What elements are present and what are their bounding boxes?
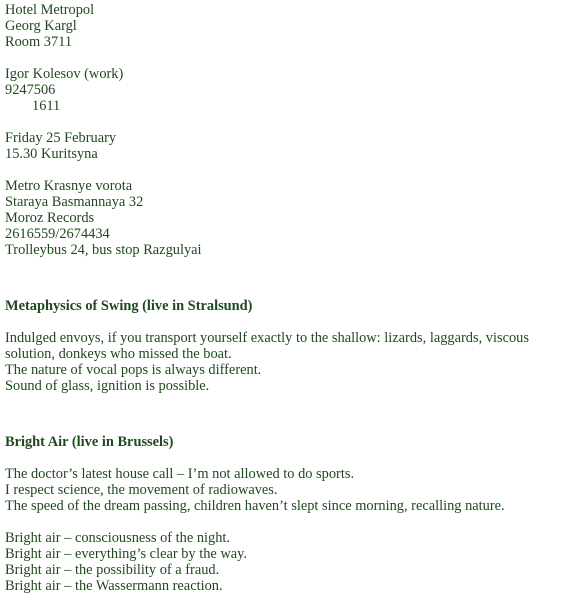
spacer	[5, 450, 560, 466]
meeting-date: Friday 25 February	[5, 130, 117, 146]
spacer	[5, 258, 560, 298]
spacer	[5, 162, 560, 178]
street-address: Staraya Basmannaya 32	[5, 194, 144, 210]
document-page	[5, 2, 560, 594]
room-number: Room 3711	[5, 34, 73, 50]
moroz-block	[5, 178, 560, 258]
refrain-line: Bright air – the Wassermann reaction.	[5, 578, 223, 594]
refrain-line: Bright air – the possibility of a fraud.	[5, 562, 220, 578]
song-line: Sound of glass, ignition is possible.	[5, 378, 210, 394]
company-name: Moroz Records	[5, 210, 95, 226]
transport-info: Trolleybus 24, bus stop Razgulyai	[5, 242, 202, 258]
song-line: The nature of vocal pops is always different.	[5, 362, 262, 378]
meeting-block	[5, 130, 560, 162]
refrain-line: Bright air – consciousness of the night.	[5, 530, 231, 546]
song-line: I respect science, the movement of radiowaves.	[5, 482, 278, 498]
spacer	[5, 114, 560, 130]
spacer	[5, 50, 560, 66]
contact-phone: 9247506	[5, 82, 56, 98]
refrain-line: Bright air – everything’s clear by the way.	[5, 546, 248, 562]
meeting-time-place: 15.30 Kuritsyna	[5, 146, 98, 162]
hotel-block	[5, 2, 560, 50]
song-title: Metaphysics of Swing (live in Stralsund)	[5, 298, 253, 314]
spacer	[5, 314, 560, 330]
spacer	[5, 514, 560, 530]
metro-station: Metro Krasnye vorota	[5, 178, 133, 194]
company-phones: 2616559/2674434	[5, 226, 110, 242]
song-paragraph: Indulged envoys, if you transport yourself exactly to the shallow: lizards, laggards, viscous solution, donkeys who missed the boat.	[5, 330, 529, 362]
guest-name: Georg Kargl	[5, 18, 77, 34]
igor-block	[5, 66, 560, 114]
contact-name: Igor Kolesov (work)	[5, 66, 124, 82]
song-title: Bright Air (live in Brussels)	[5, 434, 174, 450]
song-line: The doctor’s latest house call – I’m not allowed to do sports.	[5, 466, 355, 482]
spacer	[5, 394, 560, 434]
song-section-1	[5, 298, 560, 394]
song-section-2	[5, 434, 560, 594]
contact-extension: 1611	[32, 98, 61, 114]
hotel-name: Hotel Metropol	[5, 2, 95, 18]
song-line: The speed of the dream passing, children haven’t slept since morning, recalling nature.	[5, 498, 505, 514]
